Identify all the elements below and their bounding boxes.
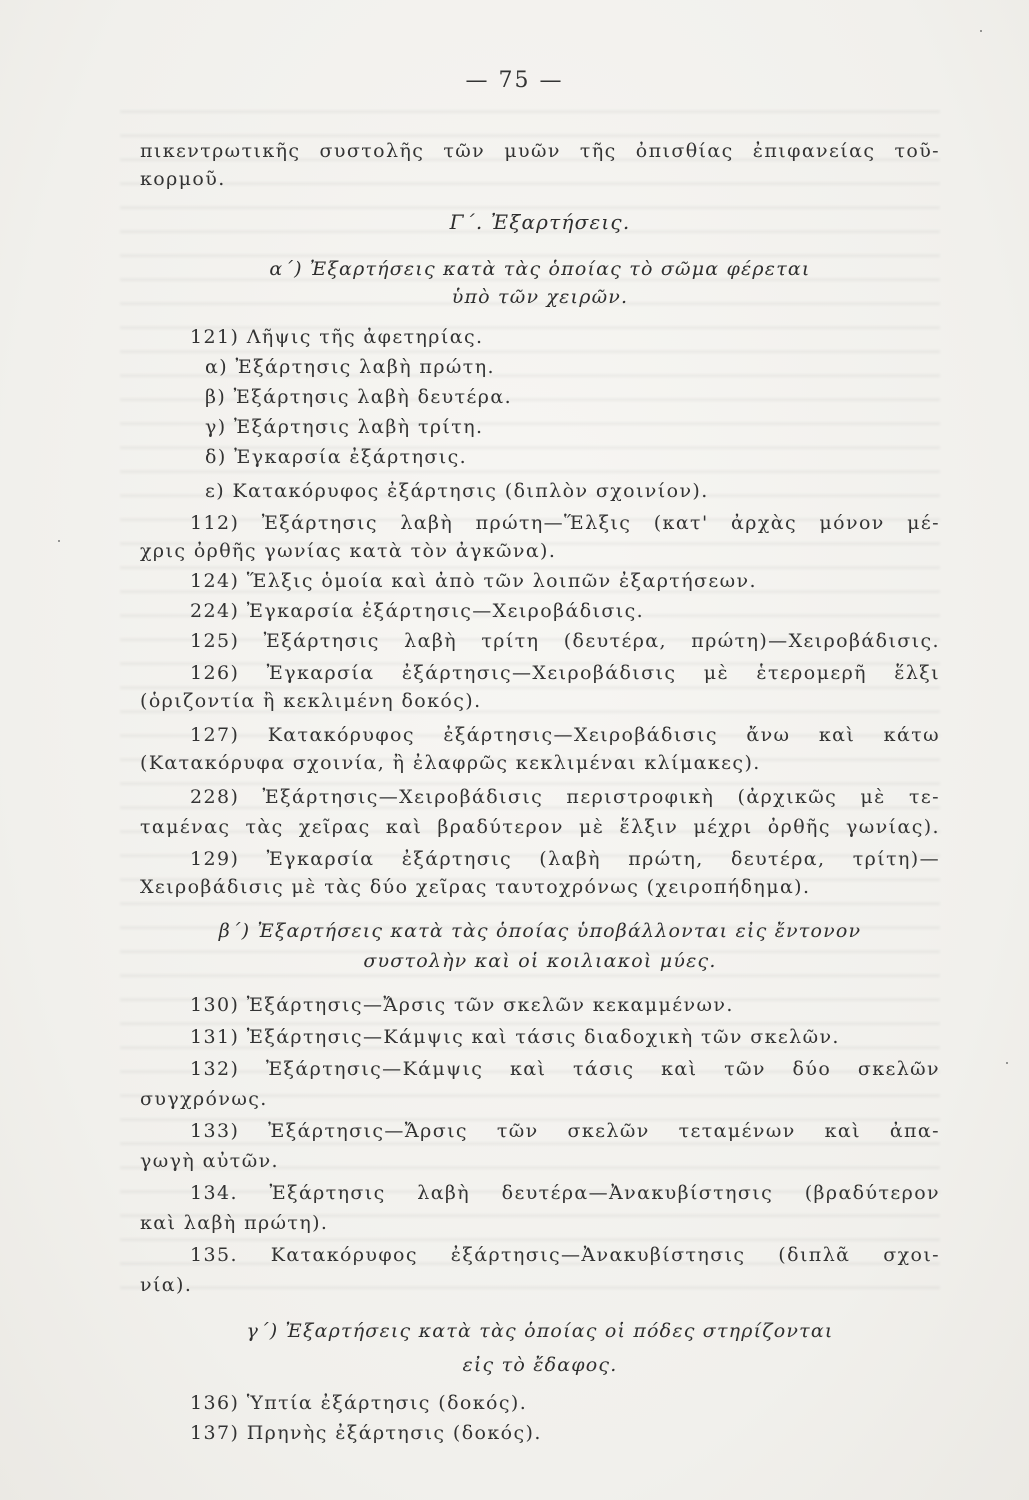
text-line: νία). xyxy=(140,1274,193,1296)
text-line: γ) Ἐξάρτησις λαβὴ τρίτη. xyxy=(205,416,484,438)
text-line: 224) Ἐγκαρσία ἐξάρτησις—Χειροβάδισις. xyxy=(190,600,645,622)
text-line: χρις ὀρθῆς γωνίας κατὰ τὸν ἀγκῶνα). xyxy=(140,540,557,562)
text-line: 112) Ἐξάρτησις λαβὴ πρώτη—Ἕλξις (κατ' ἀρχὰς μόνον μέ- xyxy=(190,512,940,534)
text-line: 135. Κατακόρυφος ἐξάρτησις—Ἀνακυβίστησις (διπλᾶ σχοι- xyxy=(190,1244,940,1266)
text-line: ταμένας τὰς χεῖρας καὶ βραδύτερον μὲ ἕλξιν μέχρι ὀρθῆς γωνίας). xyxy=(140,816,940,838)
page-number: — 75 — xyxy=(465,68,564,93)
text-line: 121) Λῆψις τῆς ἀφετηρίας. xyxy=(190,326,484,348)
subsection-heading: β΄) Ἐξαρτήσεις κατὰ τὰς ὁποίας ὑποβάλλονται εἰς ἔντονον xyxy=(218,920,862,942)
paper-speck xyxy=(58,540,60,542)
paper-speck xyxy=(980,30,982,32)
text-line: καὶ λαβὴ πρώτη). xyxy=(140,1212,329,1234)
text-line: 124) Ἕλξις ὁμοία καὶ ἀπὸ τῶν λοιπῶν ἐξαρτήσεων. xyxy=(190,570,757,592)
subsection-heading: α΄) Ἐξαρτήσεις κατὰ τὰς ὁποίας τὸ σῶμα φέρεται xyxy=(269,258,811,280)
text-line: πικεντρωτικῆς συστολῆς τῶν μυῶν τῆς ὀπισθίας ἐπιφανείας τοῦ- xyxy=(140,140,940,162)
text-line: α) Ἐξάρτησις λαβὴ πρώτη. xyxy=(205,356,495,378)
text-line: (Κατακόρυφα σχοινία, ἢ ἐλαφρῶς κεκλιμέναι κλίμακες). xyxy=(140,752,761,774)
text-line: συγχρόνως. xyxy=(140,1088,268,1110)
text-line: Χειροβάδισις μὲ τὰς δύο χεῖρας ταυτοχρόνως (χειροπήδημα). xyxy=(140,876,811,898)
text-line: 134. Ἐξάρτησις λαβὴ δευτέρα—Ἀνακυβίστησις (βραδύτερον xyxy=(190,1182,940,1204)
paper-speck xyxy=(1006,1062,1008,1064)
text-line: 126) Ἐγκαρσία ἐξάρτησις—Χειροβάδισις μὲ ἑτερομερῆ ἕλξι xyxy=(190,662,940,684)
text-line: ε) Κατακόρυφος ἐξάρτησις (διπλὸν σχοινίον). xyxy=(205,480,709,502)
text-line: β) Ἐξάρτησις λαβὴ δευτέρα. xyxy=(205,386,513,408)
text-line: 129) Ἐγκαρσία ἐξάρτησις (λαβὴ πρώτη, δευτέρα, τρίτη)— xyxy=(190,848,940,870)
text-line: 136) Ὑπτία ἐξάρτησις (δοκός). xyxy=(190,1392,528,1414)
subsection-heading: εἰς τὸ ἔδαφος. xyxy=(462,1354,618,1376)
text-line: 130) Ἐξάρτησις—Ἄρσις τῶν σκελῶν κεκαμμένων. xyxy=(190,994,734,1016)
text-line: γωγὴ αὐτῶν. xyxy=(140,1150,280,1172)
text-line: 132) Ἐξάρτησις—Κάμψις καὶ τάσις καὶ τῶν δύο σκελῶν xyxy=(190,1058,940,1080)
text-line: 228) Ἐξάρτησις—Χειροβάδισις περιστροφικὴ (ἀρχικῶς μὲ τε- xyxy=(190,786,940,808)
subsection-heading: ὑπὸ τῶν χειρῶν. xyxy=(451,286,629,308)
text-line: (ὁριζοντία ἢ κεκλιμένη δοκός). xyxy=(140,690,482,712)
text-line: 133) Ἐξάρτησις—Ἄρσις τῶν σκελῶν τεταμένων καὶ ἀπα- xyxy=(190,1120,940,1142)
section-heading: Γ΄. Ἐξαρτήσεις. xyxy=(449,210,631,234)
text-line: 127) Κατακόρυφος ἐξάρτησις—Χειροβάδισις ἄνω καὶ κάτω xyxy=(190,724,940,746)
text-line: 131) Ἐξάρτησις—Κάμψις καὶ τάσις διαδοχικὴ τῶν σκελῶν. xyxy=(190,1026,840,1048)
text-line: 125) Ἐξάρτησις λαβὴ τρίτη (δευτέρα, πρώτη)—Χειροβάδισις. xyxy=(190,630,940,652)
text-line: κορμοῦ. xyxy=(140,168,226,190)
text-line: δ) Ἐγκαρσία ἐξάρτησις. xyxy=(205,446,468,468)
subsection-heading: γ΄) Ἐξαρτήσεις κατὰ τὰς ὁποίας οἱ πόδες στηρίζονται xyxy=(246,1320,834,1342)
subsection-heading: συστολὴν καὶ οἱ κοιλιακοὶ μύες. xyxy=(363,950,717,972)
text-line: 137) Πρηνὴς ἐξάρτησις (δοκός). xyxy=(190,1422,542,1444)
